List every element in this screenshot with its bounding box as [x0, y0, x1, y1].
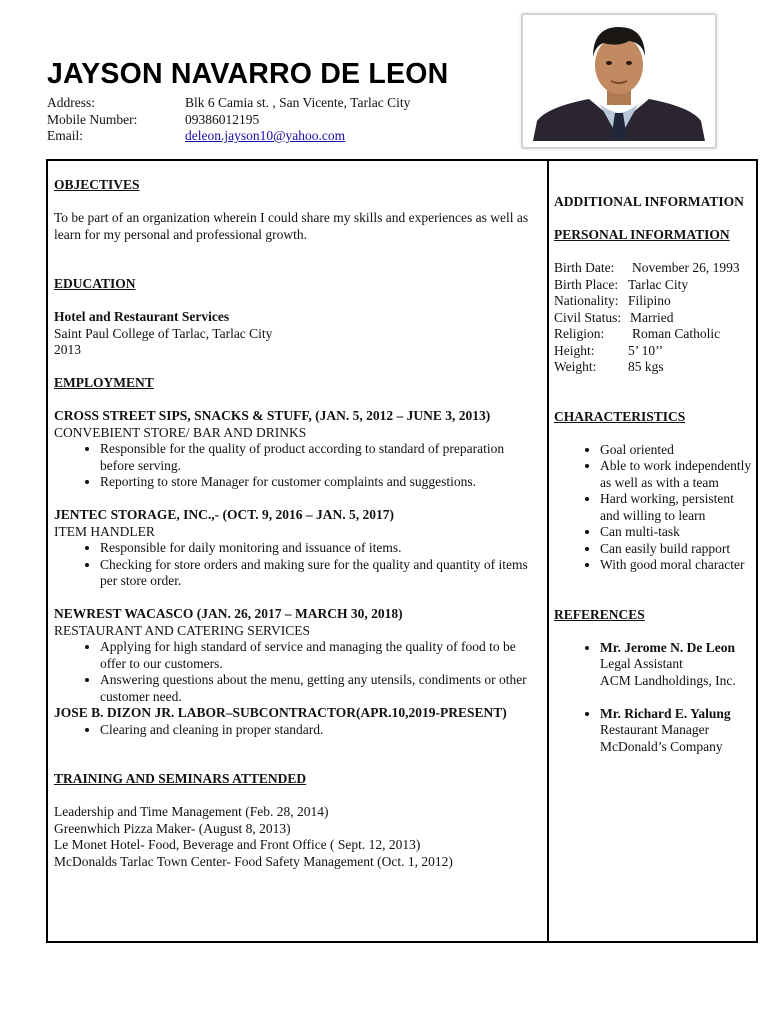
objectives-text: To be part of an organization wherein I could share my skills and experiences as well as learn for my personal and professional growth.: [54, 210, 529, 242]
job-company: CROSS STREET SIPS, SNACKS & STUFF, (JAN. 5, 2012 – JUNE 3, 2013): [54, 408, 491, 423]
references-list: [554, 640, 754, 756]
duty-item: • Responsible for the quality of product according to standard of preparation before serving.: [100, 441, 534, 474]
personal-info-heading: PERSONAL INFORMATION: [554, 227, 730, 242]
education-heading: EDUCATION: [54, 276, 136, 291]
contact-info: [47, 95, 410, 145]
training-item: Le Monet Hotel- Food, Beverage and Front Office ( Sept. 12, 2013): [54, 837, 421, 852]
job-position: ITEM HANDLER: [54, 523, 155, 539]
education-year: 2013: [54, 342, 81, 357]
personal-label: Religion:: [554, 326, 605, 341]
job-duties: [54, 441, 534, 491]
characteristic-item: • Can multi-task: [600, 524, 754, 541]
reference-item: [600, 640, 754, 690]
address-value: Blk 6 Camia st. , San Vicente, Tarlac City: [185, 95, 411, 110]
mobile-value: 09386012195: [185, 111, 260, 127]
training-item: Leadership and Time Management (Feb. 28, 2014): [54, 804, 329, 819]
job-duties: [54, 639, 534, 705]
personal-value: November 26, 1993: [632, 260, 740, 275]
training-item: Greenwhich Pizza Maker- (August 8, 2013): [54, 820, 291, 836]
job-duties: [54, 540, 534, 590]
job-position: CONVEBIENT STORE/ BAR AND DRINKS: [54, 424, 307, 440]
personal-value: 85 kgs: [628, 359, 664, 374]
email-link[interactable]: deleon.jayson10@yahoo.com: [185, 128, 346, 143]
personal-label: Weight:: [554, 359, 597, 374]
reference-item: [600, 706, 754, 756]
training-item: McDonalds Tarlac Town Center- Food Safety Management (Oct. 1, 2012): [54, 853, 453, 869]
characteristics-list: [554, 442, 754, 574]
personal-label: Birth Place:: [554, 276, 619, 292]
duty-item: • Applying for high standard of service and managing the quality of food to be offer to our customers.: [100, 639, 534, 672]
personal-value: Roman Catholic: [632, 326, 721, 341]
personal-value: Tarlac City: [628, 276, 689, 292]
duty-item: • Checking for store orders and making sure for the quality and quantity of items per store order.: [100, 557, 534, 590]
address-label: Address:: [47, 95, 95, 110]
characteristic-item: • Goal oriented: [600, 442, 754, 459]
characteristics-heading: CHARACTERISTICS: [554, 408, 686, 424]
characteristic-item: • With good moral character: [600, 557, 754, 574]
mobile-row: [47, 112, 410, 129]
personal-row: [554, 343, 754, 360]
personal-row: [554, 293, 754, 310]
applicant-name: JAYSON NAVARRO DE LEON: [47, 58, 449, 90]
main-column: [54, 177, 534, 870]
characteristic-item: • Hard working, persistent and willing to learn: [600, 491, 754, 524]
personal-value: Filipino: [628, 293, 671, 308]
personal-value: Married: [630, 309, 674, 325]
training-heading: TRAINING AND SEMINARS ATTENDED: [54, 771, 307, 786]
duty-item: • Clearing and cleaning in proper standard.: [100, 722, 534, 739]
references-heading: REFERENCES: [554, 606, 645, 622]
personal-label: Height:: [554, 342, 595, 358]
education-course: Hotel and Restaurant Services: [54, 309, 230, 324]
resume-body: [46, 159, 758, 943]
job-position: RESTAURANT AND CATERING SERVICES: [54, 622, 310, 638]
reference-title: Legal Assistant: [600, 656, 683, 671]
employment-heading: EMPLOYMENT: [54, 375, 154, 390]
personal-row: [554, 277, 754, 294]
education-school: Saint Paul College of Tarlac, Tarlac City: [54, 325, 273, 341]
personal-label: Birth Date:: [554, 260, 615, 275]
mobile-label: Mobile Number:: [47, 111, 138, 127]
personal-value: 5’ 10’’: [628, 342, 664, 358]
person-portrait-icon: [523, 15, 715, 147]
reference-name: • Mr. Richard E. Yalung: [600, 705, 731, 721]
reference-title: Restaurant Manager: [600, 722, 710, 737]
address-row: [47, 95, 410, 112]
column-divider: [547, 161, 549, 941]
duty-item: • Reporting to store Manager for customer complaints and suggestions.: [100, 474, 534, 491]
characteristic-item: • Able to work independently as well as with a team: [600, 458, 754, 491]
email-label: Email:: [47, 128, 83, 143]
email-row: [47, 128, 410, 145]
personal-row: [554, 359, 754, 376]
additional-heading: ADDITIONAL INFORMATION: [554, 194, 744, 209]
personal-row: [554, 260, 754, 277]
personal-row: [554, 310, 754, 327]
objectives-heading: OBJECTIVES: [54, 177, 140, 192]
reference-name: • Mr. Jerome N. De Leon: [600, 639, 735, 655]
personal-label: Civil Status:: [554, 309, 622, 325]
personal-label: Nationality:: [554, 293, 619, 308]
job-company: JENTEC STORAGE, INC.,- (OCT. 9, 2016 – JAN. 5, 2017): [54, 507, 395, 522]
duty-item: • Responsible for daily monitoring and issuance of items.: [100, 540, 534, 557]
duty-item: • Answering questions about the menu, getting any utensils, condiments or other customer need.: [100, 672, 534, 705]
personal-row: [554, 326, 754, 343]
job-company: JOSE B. DIZON JR. LABOR–SUBCONTRACTOR(APR.10,2019-PRESENT): [54, 705, 507, 720]
characteristic-item: • Can easily build rapport: [600, 541, 754, 558]
reference-company: ACM Landholdings, Inc.: [600, 672, 736, 688]
job-company: NEWREST WACASCO (JAN. 26, 2017 – MARCH 30, 2018): [54, 606, 403, 621]
job-duties: [54, 722, 534, 739]
profile-photo: [522, 14, 716, 148]
side-column: [554, 194, 754, 755]
reference-company: McDonald’s Company: [600, 738, 723, 754]
